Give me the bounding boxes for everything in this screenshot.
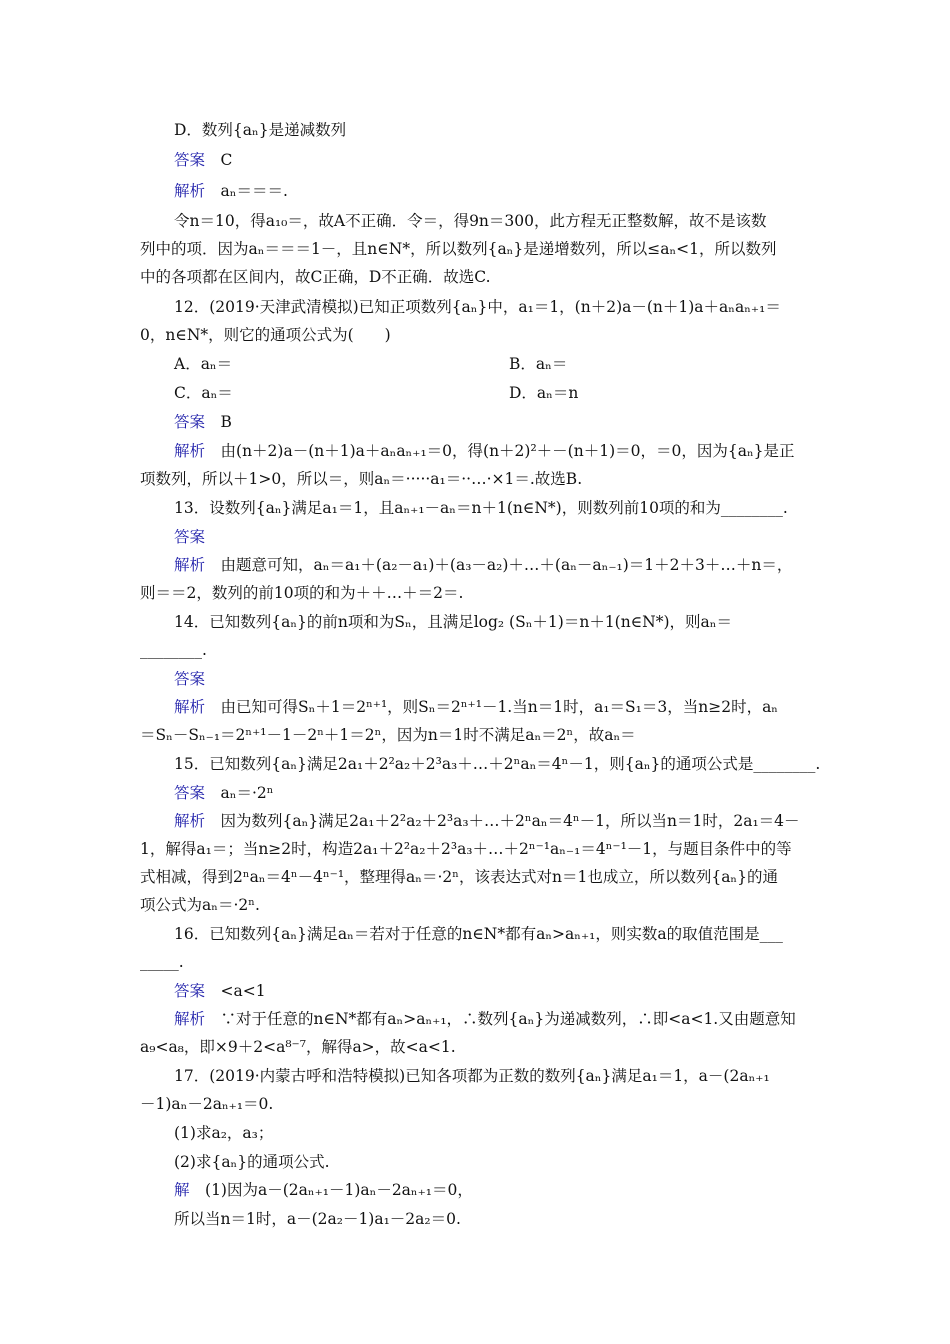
line-text: 由题意可知，aₙ＝a₁＋(a₂－a₁)＋(a₃－a₂)＋…＋(aₙ－aₙ₋₁)＝1＋2＋3＋…＋n＝， (205, 556, 793, 574)
text-line (174, 149, 232, 171)
text-line (174, 497, 788, 519)
text-line (174, 980, 266, 1002)
text-line (174, 1065, 770, 1087)
answer-label: 答案 (174, 528, 206, 546)
line-text: 因为数列{aₙ}满足2a₁＋2²a₂＋2³a₃＋…＋2ⁿaₙ＝4ⁿ－1，所以当n＝1时，2a₁＝4－ (205, 812, 800, 830)
answer-label: 解析 (174, 812, 206, 830)
line-text: D．aₙ＝n (509, 384, 579, 402)
answer-label: 解 (174, 1181, 190, 1199)
line-text: 17．(2019·内蒙古呼和浩特模拟)已知各项都为正数的数列{aₙ}满足a₁＝1，a－(2aₙ₊₁ (174, 1067, 770, 1085)
line-text: 式相减，得到2ⁿaₙ＝4ⁿ－4ⁿ⁻¹，整理得aₙ＝·2ⁿ，该表达式对n＝1也成立，所以数列{aₙ}的通 (140, 868, 778, 886)
text-line (174, 1179, 473, 1201)
text-line (174, 611, 732, 633)
line-text: 中的各项都在区间内，故C正确，D不正确．故选C. (140, 268, 491, 286)
line-text: 所以当n＝1时，a－(2a₂－1)a₁－2a₂＝0. (174, 1210, 461, 1228)
answer-label: 答案 (174, 784, 206, 802)
text-line (174, 210, 767, 232)
line-text: aₙ＝＝＝. (205, 182, 288, 200)
answer-label: 解析 (174, 556, 206, 574)
line-text: B．aₙ＝ (509, 355, 568, 373)
text-line (140, 639, 207, 661)
answer-label: 答案 (174, 982, 206, 1000)
line-text: (2)求{aₙ}的通项公式. (174, 1153, 330, 1171)
text-line (174, 782, 273, 804)
text-line (140, 468, 582, 490)
text-line (509, 382, 578, 404)
text-line (174, 1122, 273, 1144)
line-text: －1)aₙ－2aₙ₊₁＝0. (140, 1095, 274, 1113)
text-line (174, 1208, 461, 1230)
answer-label: 解析 (174, 698, 206, 716)
line-text: 16．已知数列{aₙ}满足aₙ＝若对于任意的n∈N*都有aₙ>aₙ₊₁，则实数a的取值范围是___ (174, 925, 783, 943)
line-text: ＝Sₙ－Sₙ₋₁＝2ⁿ⁺¹－1－2ⁿ＋1＝2ⁿ，因为n＝1时不满足aₙ＝2ⁿ，故aₙ＝ (140, 726, 636, 744)
text-line (174, 440, 795, 462)
line-text: 0，n∈N*，则它的通项公式为( ) (140, 326, 391, 344)
line-text: C．aₙ＝ (174, 384, 233, 402)
line-text: ________. (140, 641, 207, 659)
answer-label: 答案 (174, 670, 206, 688)
line-text: 列中的项．因为aₙ＝＝＝1－，且n∈N*，所以数列{aₙ}是递增数列，所以≤aₙ<1，所以数列 (140, 240, 777, 258)
answer-label: 解析 (174, 182, 206, 200)
answer-label: 答案 (174, 413, 206, 431)
text-line (140, 838, 792, 860)
text-line (174, 923, 783, 945)
line-text: 项公式为aₙ＝·2ⁿ. (140, 896, 260, 914)
line-text: A．aₙ＝ (174, 355, 233, 373)
text-line (509, 353, 567, 375)
text-line (174, 1151, 330, 1173)
answer-label: 解析 (174, 442, 206, 460)
line-text: _____. (140, 953, 184, 971)
text-line (174, 668, 205, 690)
answer-label: 解析 (174, 1010, 206, 1028)
text-line (140, 238, 777, 260)
text-line (174, 296, 781, 318)
text-line (140, 724, 636, 746)
text-line (140, 324, 391, 346)
text-line (174, 119, 346, 141)
text-line (174, 554, 792, 576)
text-line (140, 266, 491, 288)
line-text: 由已知可得Sₙ＋1＝2ⁿ⁺¹，则Sₙ＝2ⁿ⁺¹－1.当n＝1时，a₁＝S₁＝3，当n≥2时，aₙ (205, 698, 779, 716)
text-line (174, 1008, 796, 1030)
text-line (140, 582, 463, 604)
answer-label: 答案 (174, 151, 206, 169)
text-line (174, 411, 232, 433)
line-text: C (205, 151, 233, 169)
line-text: 则＝＝2，数列的前10项的和为＋＋…＋＝2＝. (140, 584, 464, 602)
text-line (140, 1036, 456, 1058)
line-text: (1)因为a－(2aₙ₊₁－1)aₙ－2aₙ₊₁＝0， (189, 1181, 473, 1199)
line-text: 12．(2019·天津武清模拟)已知正项数列{aₙ}中，a₁＝1，(n＋2)a－(n＋1)a＋aₙaₙ₊₁＝ (174, 298, 781, 316)
text-line (174, 180, 288, 202)
line-text: ∵对于任意的n∈N*都有aₙ>aₙ₊₁，∴数列{aₙ}为递减数列，∴即<a<1.又由题意知 (205, 1010, 796, 1028)
text-line (174, 810, 800, 832)
line-text: a₉<a₈，即×9＋2<a⁸⁻⁷，解得a>，故<a<1. (140, 1038, 456, 1056)
text-line (174, 696, 778, 718)
line-text: B (205, 413, 232, 431)
line-text: 由(n＋2)a－(n＋1)a＋aₙaₙ₊₁＝0，得(n＋2)²＋－(n＋1)＝0，＝0，因为{aₙ}是正 (205, 442, 795, 460)
line-text: D．数列{aₙ}是递减数列 (174, 121, 347, 139)
text-line (174, 526, 205, 548)
text-line (174, 382, 233, 404)
text-line (174, 753, 820, 775)
text-line (140, 894, 260, 916)
line-text: (1)求a₂，a₃； (174, 1124, 274, 1142)
line-text: 15．已知数列{aₙ}满足2a₁＋2²a₂＋2³a₃＋…＋2ⁿaₙ＝4ⁿ－1，则{aₙ}的通项公式是________. (174, 755, 821, 773)
line-text: 项数列，所以＋1>0，所以＝，则aₙ＝·····a₁＝··…·×1＝.故选B. (140, 470, 583, 488)
line-text: 令n＝10，得a₁₀＝，故A不正确．令＝，得9n＝300，此方程无正整数解，故不是该数 (174, 212, 767, 230)
text-line (140, 951, 184, 973)
text-line (140, 866, 778, 888)
line-text: <a<1 (205, 982, 266, 1000)
text-line (140, 1093, 273, 1115)
text-line (174, 353, 232, 375)
line-text: 1，解得a₁＝；当n≥2时，构造2a₁＋2²a₂＋2³a₃＋…＋2ⁿ⁻¹aₙ₋₁＝4ⁿ⁻¹－1，与题目条件中的等 (140, 840, 792, 858)
line-text: 14．已知数列{aₙ}的前n项和为Sₙ，且满足log₂ (Sₙ＋1)＝n＋1(n∈N*)，则aₙ＝ (174, 613, 732, 631)
line-text: aₙ＝·2ⁿ (205, 784, 274, 802)
line-text: 13．设数列{aₙ}满足a₁＝1，且aₙ₊₁－aₙ＝n＋1(n∈N*)，则数列前10项的和为________. (174, 499, 788, 517)
